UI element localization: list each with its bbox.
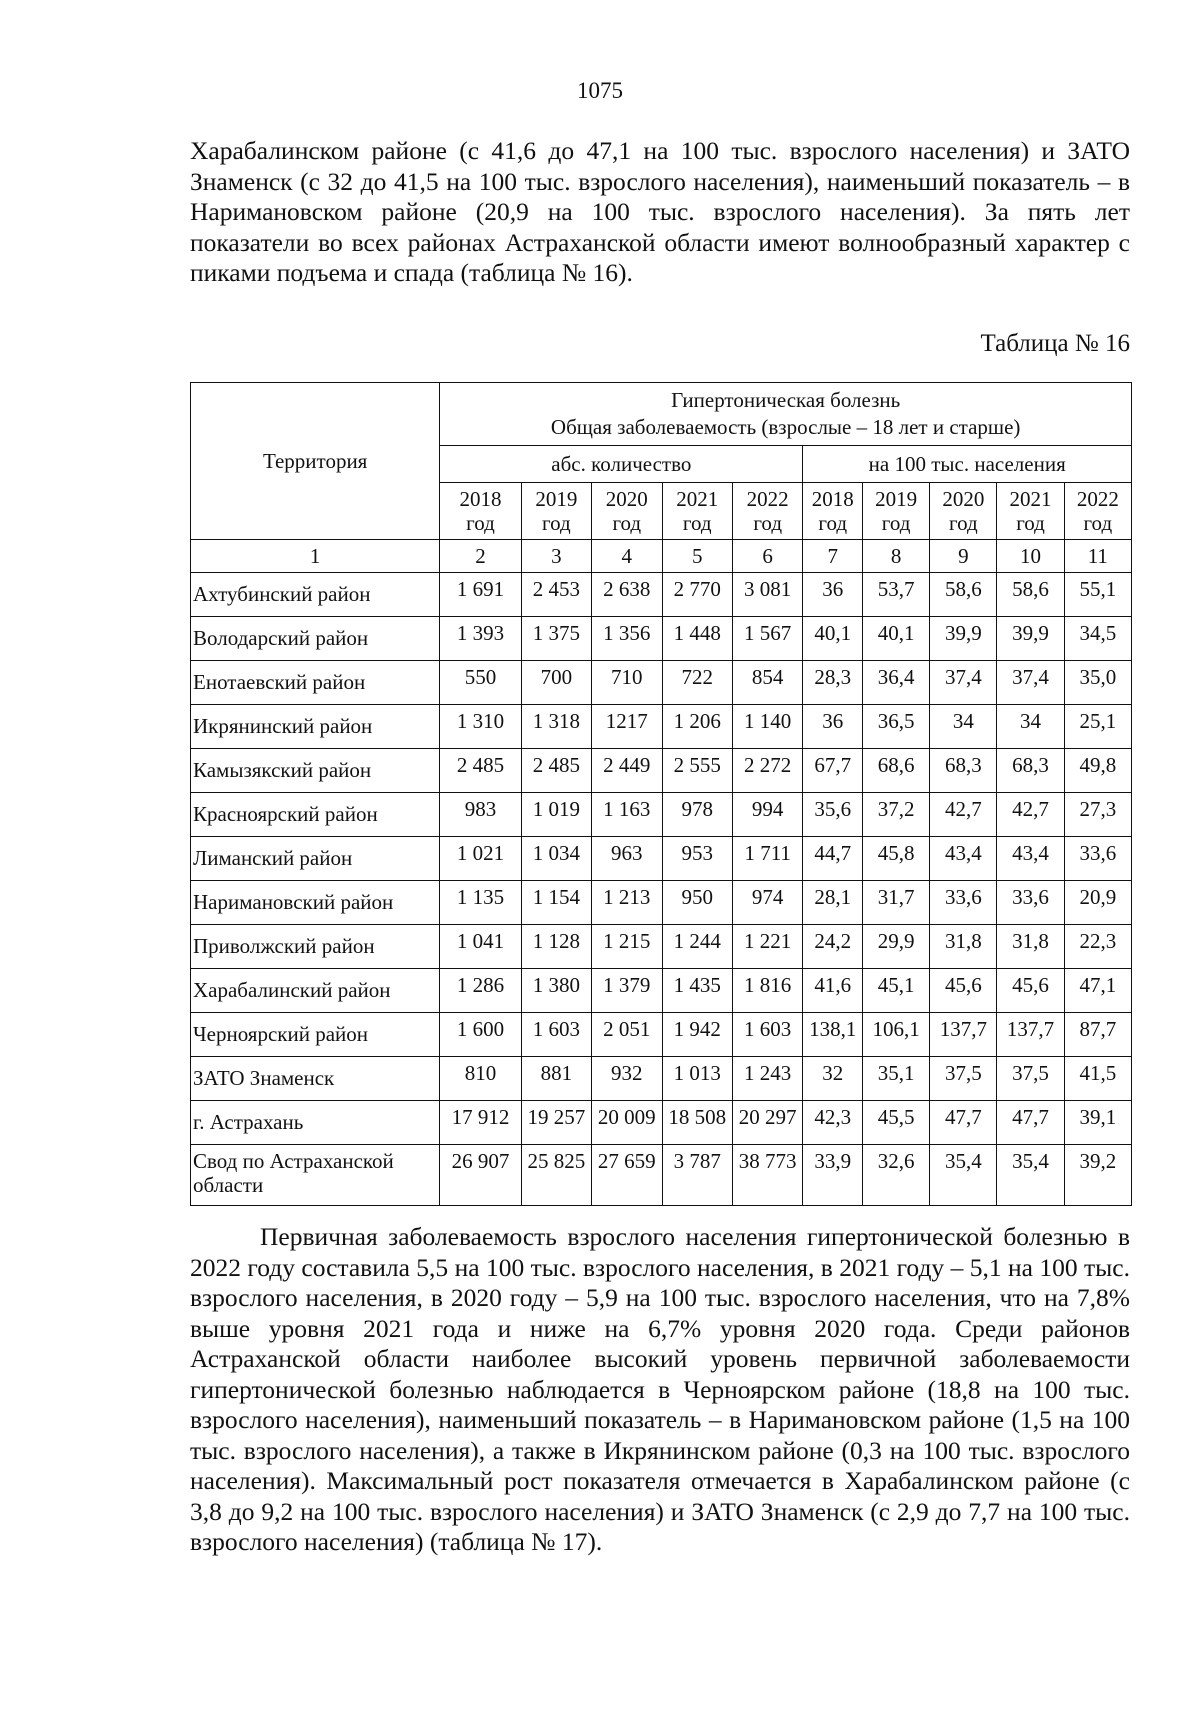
value-cell: 39,2 (1064, 1145, 1131, 1206)
value-cell: 45,8 (863, 837, 930, 881)
value-cell: 31,8 (930, 925, 997, 969)
group-rate-header: на 100 тыс. населения (803, 446, 1132, 483)
territory-cell: Красноярский район (191, 793, 440, 837)
value-cell: 1 163 (592, 793, 662, 837)
value-cell: 974 (732, 881, 802, 925)
value-cell: 49,8 (1064, 749, 1131, 793)
value-cell: 3 081 (732, 573, 802, 617)
value-cell: 1 375 (521, 617, 591, 661)
year-unit: год (466, 511, 495, 535)
value-cell: 932 (592, 1057, 662, 1101)
value-cell: 1 380 (521, 969, 591, 1013)
value-cell: 1217 (592, 705, 662, 749)
value-cell: 55,1 (1064, 573, 1131, 617)
value-cell: 53,7 (863, 573, 930, 617)
value-cell: 28,3 (803, 661, 863, 705)
value-cell: 106,1 (863, 1013, 930, 1057)
column-number: 8 (863, 540, 930, 573)
value-cell: 550 (440, 661, 521, 705)
value-cell: 47,7 (930, 1101, 997, 1145)
value-cell: 1 206 (662, 705, 732, 749)
value-cell: 35,4 (997, 1145, 1064, 1206)
value-cell: 36 (803, 705, 863, 749)
value-cell: 1 310 (440, 705, 521, 749)
year-header (662, 483, 732, 540)
year-value: 2022 (1076, 487, 1119, 511)
column-number: 9 (930, 540, 997, 573)
value-cell: 1 013 (662, 1057, 732, 1101)
value-cell: 41,6 (803, 969, 863, 1013)
value-cell: 20 297 (732, 1101, 802, 1145)
year-value: 2018 (459, 487, 502, 511)
value-cell: 45,6 (997, 969, 1064, 1013)
value-cell: 137,7 (997, 1013, 1064, 1057)
year-unit: год (881, 511, 911, 535)
value-cell: 33,6 (1064, 837, 1131, 881)
year-value: 2019 (875, 487, 918, 511)
column-number-row (191, 540, 1132, 573)
value-cell: 2 449 (592, 749, 662, 793)
value-cell: 42,3 (803, 1101, 863, 1145)
table-row (191, 1013, 1132, 1057)
value-cell: 994 (732, 793, 802, 837)
territory-cell: ЗАТО Знаменск (191, 1057, 440, 1101)
territory-cell: Икрянинский район (191, 705, 440, 749)
value-cell: 39,1 (1064, 1101, 1131, 1145)
value-cell: 34,5 (1064, 617, 1131, 661)
value-cell: 137,7 (930, 1013, 997, 1057)
value-cell: 35,0 (1064, 661, 1131, 705)
value-cell: 36,4 (863, 661, 930, 705)
table-title (440, 383, 1132, 446)
value-cell: 1 021 (440, 837, 521, 881)
value-cell: 1 215 (592, 925, 662, 969)
year-header (803, 483, 863, 540)
table-row (191, 661, 1132, 705)
value-cell: 1 600 (440, 1013, 521, 1057)
value-cell: 87,7 (1064, 1013, 1131, 1057)
value-cell: 36 (803, 573, 863, 617)
year-header (863, 483, 930, 540)
value-cell: 41,5 (1064, 1057, 1131, 1101)
value-cell: 2 638 (592, 573, 662, 617)
year-unit: год (612, 511, 642, 535)
value-cell: 26 907 (440, 1145, 521, 1206)
value-cell: 22,3 (1064, 925, 1131, 969)
value-cell: 978 (662, 793, 732, 837)
value-cell: 33,9 (803, 1145, 863, 1206)
table-row (191, 617, 1132, 661)
value-cell: 1 244 (662, 925, 732, 969)
table-row (191, 1145, 1132, 1206)
value-cell: 953 (662, 837, 732, 881)
table-row (191, 705, 1132, 749)
territory-cell: Володарский район (191, 617, 440, 661)
value-cell: 27 659 (592, 1145, 662, 1206)
value-cell: 1 448 (662, 617, 732, 661)
value-cell: 34 (930, 705, 997, 749)
year-value: 2020 (942, 487, 985, 511)
value-cell: 950 (662, 881, 732, 925)
year-header (521, 483, 591, 540)
value-cell: 1 567 (732, 617, 802, 661)
value-cell: 963 (592, 837, 662, 881)
column-number: 10 (997, 540, 1064, 573)
value-cell: 25,1 (1064, 705, 1131, 749)
table-row (191, 837, 1132, 881)
value-cell: 37,4 (997, 661, 1064, 705)
year-header (1064, 483, 1131, 540)
table-row (191, 1101, 1132, 1145)
value-cell: 1 135 (440, 881, 521, 925)
value-cell: 44,7 (803, 837, 863, 881)
value-cell: 37,5 (997, 1057, 1064, 1101)
value-cell: 37,4 (930, 661, 997, 705)
table-row (191, 925, 1132, 969)
table-row (191, 881, 1132, 925)
value-cell: 2 453 (521, 573, 591, 617)
value-cell: 33,6 (930, 881, 997, 925)
value-cell: 34 (997, 705, 1064, 749)
value-cell: 58,6 (930, 573, 997, 617)
column-number: 4 (592, 540, 662, 573)
value-cell: 40,1 (863, 617, 930, 661)
value-cell: 43,4 (930, 837, 997, 881)
value-cell: 983 (440, 793, 521, 837)
value-cell: 17 912 (440, 1101, 521, 1145)
value-cell: 32 (803, 1057, 863, 1101)
table-caption: Таблица № 16 (980, 330, 1130, 357)
intro-paragraph: Харабалинском районе (с 41,6 до 47,1 на 100 тыс. взрослого населения) и ЗАТО Знаменск (с 32 до 41,5 на 100 тыс. взрослого населения), наименьший показатель – в Наримановском районе (20,9 на 100 тыс. взрослого населения). За пять лет показатели во всех районах Астраханской области имеют волнообразный характер с пиками подъема и спада (таблица № 16). (190, 136, 1130, 287)
value-cell: 1 942 (662, 1013, 732, 1057)
value-cell: 37,2 (863, 793, 930, 837)
value-cell: 35,1 (863, 1057, 930, 1101)
value-cell: 1 691 (440, 573, 521, 617)
value-cell: 1 041 (440, 925, 521, 969)
value-cell: 31,7 (863, 881, 930, 925)
territory-cell: Харабалинский район (191, 969, 440, 1013)
territory-cell: Приволжский район (191, 925, 440, 969)
year-header (592, 483, 662, 540)
year-value: 2021 (676, 487, 719, 511)
value-cell: 29,9 (863, 925, 930, 969)
page-number: 1075 (577, 78, 623, 103)
value-cell: 1 379 (592, 969, 662, 1013)
value-cell: 1 603 (732, 1013, 802, 1057)
value-cell: 18 508 (662, 1101, 732, 1145)
value-cell: 2 770 (662, 573, 732, 617)
value-cell: 1 034 (521, 837, 591, 881)
morbidity-table (190, 382, 1132, 1206)
table-row (191, 793, 1132, 837)
value-cell: 40,1 (803, 617, 863, 661)
value-cell: 1 019 (521, 793, 591, 837)
value-cell: 67,7 (803, 749, 863, 793)
column-number: 11 (1064, 540, 1131, 573)
year-unit: год (541, 511, 571, 535)
year-unit: год (753, 511, 783, 535)
value-cell: 33,6 (997, 881, 1064, 925)
value-cell: 37,5 (930, 1057, 997, 1101)
column-number: 7 (803, 540, 863, 573)
year-unit: год (682, 511, 712, 535)
value-cell: 1 221 (732, 925, 802, 969)
year-header (732, 483, 802, 540)
year-value: 2019 (535, 487, 578, 511)
value-cell: 19 257 (521, 1101, 591, 1145)
value-cell: 1 318 (521, 705, 591, 749)
value-cell: 710 (592, 661, 662, 705)
table-row (191, 969, 1132, 1013)
year-value: 2021 (1009, 487, 1052, 511)
group-abs-header: абс. количество (440, 446, 803, 483)
value-cell: 1 393 (440, 617, 521, 661)
value-cell: 68,3 (997, 749, 1064, 793)
value-cell: 1 356 (592, 617, 662, 661)
column-number: 6 (732, 540, 802, 573)
value-cell: 45,1 (863, 969, 930, 1013)
value-cell: 42,7 (997, 793, 1064, 837)
year-header (440, 483, 521, 540)
year-value: 2020 (605, 487, 648, 511)
value-cell: 45,5 (863, 1101, 930, 1145)
value-cell: 1 213 (592, 881, 662, 925)
value-cell: 58,6 (997, 573, 1064, 617)
year-unit: год (1083, 511, 1113, 535)
territory-cell: Наримановский район (191, 881, 440, 925)
value-cell: 1 603 (521, 1013, 591, 1057)
closing-paragraph: Первичная заболеваемость взрослого населения гипертонической болезнью в 2022 году составила 5,5 на 100 тыс. взрослого населения, в 2021 году – 5,1 на 100 тыс. взрослого населения, в 2020 году – 5,9 на 100 тыс. взрослого населения, что на 7,8% выше уровня 2021 года и ниже на 6,7% уровня 2020 года. Среди районов Астраханской области наиболее высокий уровень первичной заболеваемости гипертонической болезнью наблюдается в Черноярском районе (18,8 на 100 тыс. взрослого населения), наименьший показатель – в Наримановском районе (1,5 на 100 тыс. взрослого населения), а также в Икрянинском районе (0,3 на 100 тыс. взрослого населения). Максимальный рост показателя отмечается в Харабалинском районе (с 3,8 до 9,2 на 100 тыс. взрослого населения) и ЗАТО Знаменск (с 2,9 до 7,7 на 100 тыс. взрослого населения) (таблица № 17). (190, 1222, 1130, 1556)
year-unit: год (948, 511, 978, 535)
column-number: 3 (521, 540, 591, 573)
year-header (997, 483, 1064, 540)
value-cell: 28,1 (803, 881, 863, 925)
value-cell: 39,9 (930, 617, 997, 661)
value-cell: 20 009 (592, 1101, 662, 1145)
table-row (191, 749, 1132, 793)
value-cell: 1 128 (521, 925, 591, 969)
value-cell: 47,1 (1064, 969, 1131, 1013)
table-row (191, 1057, 1132, 1101)
value-cell: 36,5 (863, 705, 930, 749)
value-cell: 1 435 (662, 969, 732, 1013)
value-cell: 2 051 (592, 1013, 662, 1057)
value-cell: 25 825 (521, 1145, 591, 1206)
value-cell: 1 140 (732, 705, 802, 749)
value-cell: 1 816 (732, 969, 802, 1013)
value-cell: 2 485 (440, 749, 521, 793)
value-cell: 810 (440, 1057, 521, 1101)
value-cell: 68,6 (863, 749, 930, 793)
value-cell: 3 787 (662, 1145, 732, 1206)
territory-cell: Ахтубинский район (191, 573, 440, 617)
value-cell: 2 555 (662, 749, 732, 793)
year-value: 2022 (746, 487, 789, 511)
value-cell: 2 485 (521, 749, 591, 793)
year-header (930, 483, 997, 540)
value-cell: 27,3 (1064, 793, 1131, 837)
value-cell: 45,6 (930, 969, 997, 1013)
territory-cell: Енотаевский район (191, 661, 440, 705)
year-value: 2018 (811, 487, 854, 511)
value-cell: 138,1 (803, 1013, 863, 1057)
territory-cell: Лиманский район (191, 837, 440, 881)
value-cell: 35,6 (803, 793, 863, 837)
value-cell: 24,2 (803, 925, 863, 969)
territory-header: Территория (191, 383, 440, 540)
value-cell: 39,9 (997, 617, 1064, 661)
value-cell: 722 (662, 661, 732, 705)
value-cell: 1 711 (732, 837, 802, 881)
year-unit: год (1016, 511, 1045, 535)
column-number: 5 (662, 540, 732, 573)
value-cell: 42,7 (930, 793, 997, 837)
table-row (191, 573, 1132, 617)
value-cell: 68,3 (930, 749, 997, 793)
table-title-line2: Общая заболеваемость (взрослые – 18 лет и старше) (550, 415, 1021, 439)
value-cell: 881 (521, 1057, 591, 1101)
territory-cell: г. Астрахань (191, 1101, 440, 1145)
value-cell: 35,4 (930, 1145, 997, 1206)
value-cell: 32,6 (863, 1145, 930, 1206)
value-cell: 38 773 (732, 1145, 802, 1206)
value-cell: 1 286 (440, 969, 521, 1013)
value-cell: 31,8 (997, 925, 1064, 969)
territory-cell: Свод по Астраханской области (191, 1145, 440, 1206)
territory-cell: Черноярский район (191, 1013, 440, 1057)
territory-cell: Камызякский район (191, 749, 440, 793)
value-cell: 1 243 (732, 1057, 802, 1101)
value-cell: 2 272 (732, 749, 802, 793)
value-cell: 43,4 (997, 837, 1064, 881)
year-unit: год (818, 511, 848, 535)
value-cell: 20,9 (1064, 881, 1131, 925)
table-title-line1: Гипертоническая болезнь (671, 388, 901, 412)
column-number: 1 (191, 540, 440, 573)
value-cell: 1 154 (521, 881, 591, 925)
value-cell: 854 (732, 661, 802, 705)
column-number: 2 (440, 540, 521, 573)
value-cell: 700 (521, 661, 591, 705)
value-cell: 47,7 (997, 1101, 1064, 1145)
